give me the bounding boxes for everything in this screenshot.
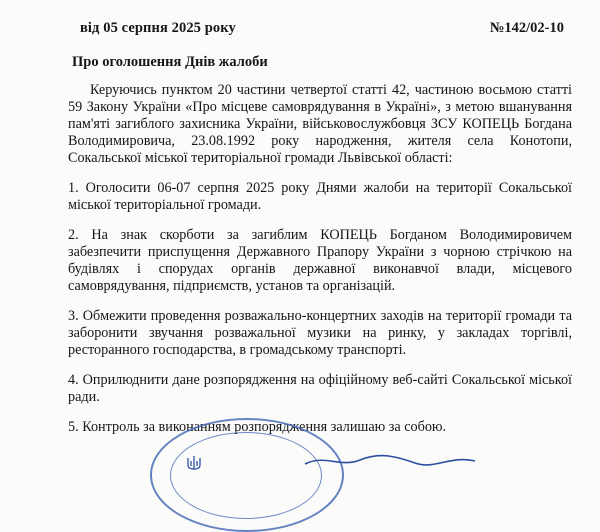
intro-paragraph: Керуючись пунктом 20 частини четвертої статті 42, частиною восьмою статті 59 Закону України «Про місцеве самоврядування в Україні», з метою вшанування пам'яті загиблого захисника України, військовослужбовця ЗСУ КОПЕЦЬ Богдана Володимировича, 23.08.1992 року народження, жителя села Конотопи, Сокальської міської територіальної громади Львівської області: (68, 82, 572, 166)
document-subject: Про оголошення Днів жалоби (72, 54, 268, 70)
list-item: 3. Обмежити проведення розважально-концертних заходів на території громади та заборонити звучання розважальної музики на ринку, у закладах торгівлі, ресторанного господарства, в громадському транспорті. (68, 308, 572, 358)
document-body (68, 82, 572, 449)
list-item: 5. Контроль за виконанням розпорядження залишаю за собою. (68, 419, 447, 435)
document-number: №142/02-10 (489, 20, 564, 36)
official-stamp-inner-ring (170, 432, 322, 519)
list-item: 1. Оголосити 06-07 серпня 2025 року Днями жалоби на території Сокальської міської територіальної громади. (68, 180, 572, 213)
list-item: 4. Оприлюднити дане розпорядження на офіційному веб-сайті Сокальської міської ради. (68, 372, 572, 405)
handwritten-signature (300, 452, 480, 470)
list-item: 2. На знак скорботи за загиблим КОПЕЦЬ Богданом Володимировичем забезпечити приспущення Державного Прапору України з чорною стрічкою на будівлях і спорудах органів державної виконавчої влади, місцевого самоврядування, підприємств, установ та організацій. (68, 227, 572, 294)
trident-emblem-icon (185, 455, 203, 471)
document-date: від 05 серпня 2025 року (80, 20, 236, 36)
